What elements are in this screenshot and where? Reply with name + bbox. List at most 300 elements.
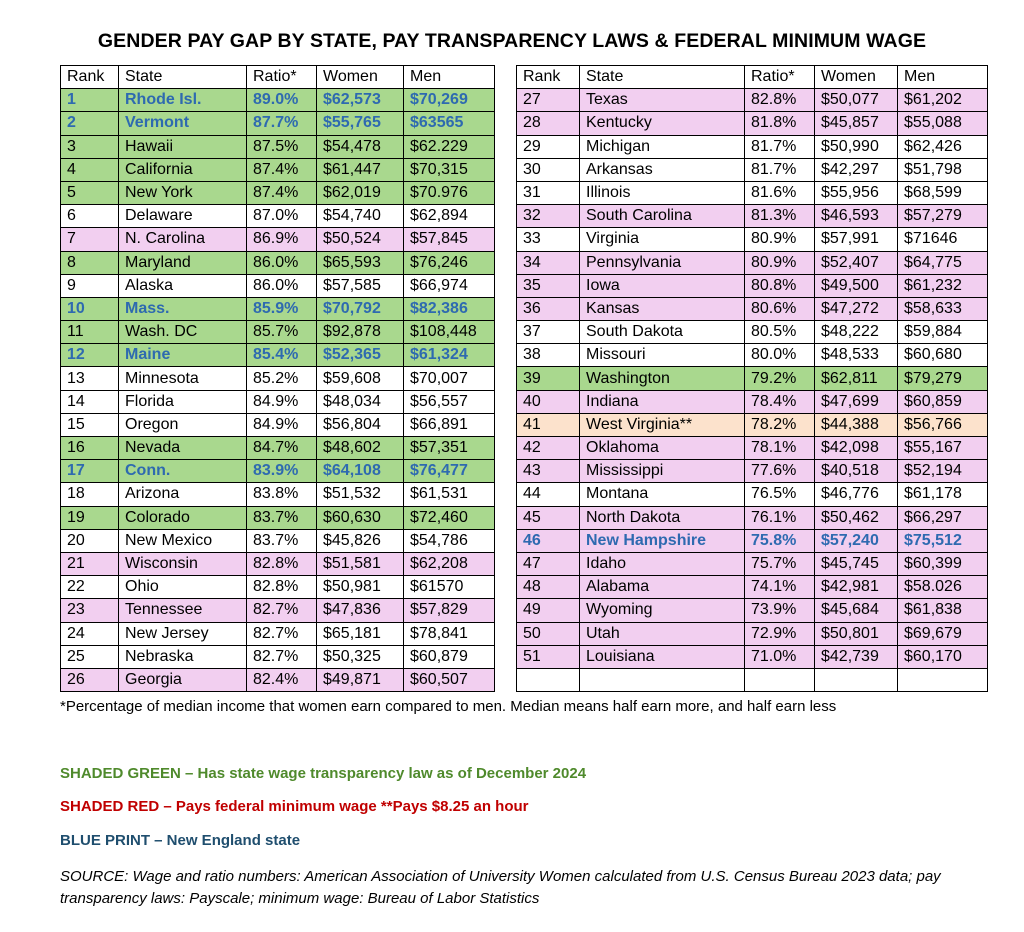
cell-women: $44,388 xyxy=(815,413,898,436)
cell-women: $55,956 xyxy=(815,181,898,204)
cell-ratio: 86.0% xyxy=(247,251,317,274)
cell-men: $56,557 xyxy=(404,390,495,413)
table-row xyxy=(61,529,495,552)
cell-men: $60,859 xyxy=(898,390,988,413)
cell-rank xyxy=(517,668,580,691)
right-table xyxy=(516,65,988,692)
cell-state: Maine xyxy=(119,344,247,367)
table-row xyxy=(61,89,495,112)
cell-state: South Dakota xyxy=(580,321,745,344)
cell-state: Florida xyxy=(119,390,247,413)
cell-state: Illinois xyxy=(580,181,745,204)
cell-men: $57,829 xyxy=(404,599,495,622)
cell-state xyxy=(580,668,745,691)
cell-state: Kansas xyxy=(580,297,745,320)
cell-rank: 32 xyxy=(517,205,580,228)
cell-state: Minnesota xyxy=(119,367,247,390)
cell-rank: 3 xyxy=(61,135,119,158)
table-row xyxy=(61,181,495,204)
cell-ratio: 80.9% xyxy=(745,251,815,274)
table-row xyxy=(517,529,988,552)
table-row xyxy=(517,135,988,158)
cell-rank: 25 xyxy=(61,645,119,668)
cell-state: Michigan xyxy=(580,135,745,158)
table-row xyxy=(517,390,988,413)
cell-women: $49,871 xyxy=(317,668,404,691)
cell-women: $45,857 xyxy=(815,112,898,135)
cell-state: Wyoming xyxy=(580,599,745,622)
cell-rank: 12 xyxy=(61,344,119,367)
cell-women: $55,765 xyxy=(317,112,404,135)
cell-women: $65,593 xyxy=(317,251,404,274)
cell-women: $40,518 xyxy=(815,460,898,483)
cell-ratio: 87.4% xyxy=(247,158,317,181)
cell-men: $62,426 xyxy=(898,135,988,158)
cell-rank: 8 xyxy=(61,251,119,274)
cell-ratio: 85.9% xyxy=(247,297,317,320)
cell-ratio: 80.8% xyxy=(745,274,815,297)
cell-men: $60,399 xyxy=(898,552,988,575)
table-row xyxy=(61,599,495,622)
cell-men: $69,679 xyxy=(898,622,988,645)
cell-state: Colorado xyxy=(119,506,247,529)
cell-men: $62,894 xyxy=(404,205,495,228)
cell-ratio: 83.9% xyxy=(247,460,317,483)
cell-ratio: 84.9% xyxy=(247,413,317,436)
table-row xyxy=(517,205,988,228)
table-row xyxy=(517,622,988,645)
cell-men: $82,386 xyxy=(404,297,495,320)
cell-ratio: 81.8% xyxy=(745,112,815,135)
cell-women: $48,533 xyxy=(815,344,898,367)
cell-state: Louisiana xyxy=(580,645,745,668)
cell-rank: 20 xyxy=(61,529,119,552)
cell-rank: 11 xyxy=(61,321,119,344)
cell-women xyxy=(815,668,898,691)
table-row xyxy=(61,668,495,691)
table-row xyxy=(61,251,495,274)
cell-ratio: 85.2% xyxy=(247,367,317,390)
cell-rank: 37 xyxy=(517,321,580,344)
cell-rank: 46 xyxy=(517,529,580,552)
cell-state: Texas xyxy=(580,89,745,112)
table-row xyxy=(517,251,988,274)
cell-men: $68,599 xyxy=(898,181,988,204)
cell-women: $46,593 xyxy=(815,205,898,228)
cell-ratio: 82.8% xyxy=(247,552,317,575)
cell-rank: 41 xyxy=(517,413,580,436)
cell-women: $62,573 xyxy=(317,89,404,112)
cell-ratio: 74.1% xyxy=(745,576,815,599)
header-row xyxy=(517,66,988,89)
cell-women: $50,077 xyxy=(815,89,898,112)
cell-ratio: 78.4% xyxy=(745,390,815,413)
cell-rank: 24 xyxy=(61,622,119,645)
header-state: State xyxy=(580,66,745,89)
cell-men: $79,279 xyxy=(898,367,988,390)
cell-women: $47,272 xyxy=(815,297,898,320)
cell-rank: 48 xyxy=(517,576,580,599)
cell-ratio: 85.4% xyxy=(247,344,317,367)
cell-rank: 50 xyxy=(517,622,580,645)
table-row xyxy=(517,506,988,529)
table-row xyxy=(61,390,495,413)
cell-rank: 18 xyxy=(61,483,119,506)
cell-state: Oregon xyxy=(119,413,247,436)
cell-rank: 7 xyxy=(61,228,119,251)
cell-women: $62,019 xyxy=(317,181,404,204)
table-row xyxy=(61,321,495,344)
cell-ratio xyxy=(745,668,815,691)
cell-ratio: 82.8% xyxy=(745,89,815,112)
cell-ratio: 86.9% xyxy=(247,228,317,251)
cell-women: $64,108 xyxy=(317,460,404,483)
table-row xyxy=(517,181,988,204)
cell-women: $48,602 xyxy=(317,437,404,460)
cell-men: $60,680 xyxy=(898,344,988,367)
header-women: Women xyxy=(815,66,898,89)
cell-ratio: 75.8% xyxy=(745,529,815,552)
cell-rank: 13 xyxy=(61,367,119,390)
cell-men: $59,884 xyxy=(898,321,988,344)
cell-rank: 22 xyxy=(61,576,119,599)
cell-men: $61,202 xyxy=(898,89,988,112)
table-row xyxy=(517,89,988,112)
cell-state: N. Carolina xyxy=(119,228,247,251)
cell-men: $76,246 xyxy=(404,251,495,274)
cell-men: $61,531 xyxy=(404,483,495,506)
cell-ratio: 79.2% xyxy=(745,367,815,390)
cell-men: $57,845 xyxy=(404,228,495,251)
cell-men: $76,477 xyxy=(404,460,495,483)
cell-women: $48,222 xyxy=(815,321,898,344)
cell-state: Wisconsin xyxy=(119,552,247,575)
cell-rank: 40 xyxy=(517,390,580,413)
cell-state: Alabama xyxy=(580,576,745,599)
table-row xyxy=(61,274,495,297)
cell-ratio: 80.0% xyxy=(745,344,815,367)
header-rank: Rank xyxy=(517,66,580,89)
table-row xyxy=(517,668,988,691)
cell-men: $58,633 xyxy=(898,297,988,320)
table-row xyxy=(61,506,495,529)
table-row xyxy=(517,274,988,297)
cell-women: $57,991 xyxy=(815,228,898,251)
cell-rank: 28 xyxy=(517,112,580,135)
cell-women: $50,524 xyxy=(317,228,404,251)
cell-men: $70,007 xyxy=(404,367,495,390)
cell-state: Mass. xyxy=(119,297,247,320)
cell-rank: 27 xyxy=(517,89,580,112)
cell-men: $64,775 xyxy=(898,251,988,274)
cell-state: New Hampshire xyxy=(580,529,745,552)
cell-rank: 51 xyxy=(517,645,580,668)
cell-women: $42,739 xyxy=(815,645,898,668)
cell-rank: 47 xyxy=(517,552,580,575)
cell-men: $57,279 xyxy=(898,205,988,228)
cell-ratio: 87.5% xyxy=(247,135,317,158)
cell-women: $50,981 xyxy=(317,576,404,599)
header-ratio: Ratio* xyxy=(247,66,317,89)
table-row xyxy=(517,645,988,668)
cell-women: $50,325 xyxy=(317,645,404,668)
table-row xyxy=(61,645,495,668)
cell-rank: 44 xyxy=(517,483,580,506)
table-row xyxy=(61,576,495,599)
cell-men: $70,269 xyxy=(404,89,495,112)
cell-men: $62,208 xyxy=(404,552,495,575)
cell-ratio: 82.7% xyxy=(247,645,317,668)
cell-ratio: 80.9% xyxy=(745,228,815,251)
cell-women: $65,181 xyxy=(317,622,404,645)
table-row xyxy=(61,460,495,483)
cell-women: $49,500 xyxy=(815,274,898,297)
cell-men: $60,879 xyxy=(404,645,495,668)
cell-men: $63565 xyxy=(404,112,495,135)
cell-women: $59,608 xyxy=(317,367,404,390)
cell-state: California xyxy=(119,158,247,181)
cell-women: $54,478 xyxy=(317,135,404,158)
cell-state: Mississippi xyxy=(580,460,745,483)
cell-ratio: 83.7% xyxy=(247,506,317,529)
header-women: Women xyxy=(317,66,404,89)
cell-ratio: 89.0% xyxy=(247,89,317,112)
cell-ratio: 84.9% xyxy=(247,390,317,413)
table-row xyxy=(517,112,988,135)
cell-ratio: 81.7% xyxy=(745,158,815,181)
cell-state: Rhode Isl. xyxy=(119,89,247,112)
table-row xyxy=(61,158,495,181)
footnote: *Percentage of median income that women earn compared to men. Median means half earn more, and half earn less xyxy=(60,698,837,715)
cell-women: $47,699 xyxy=(815,390,898,413)
cell-state: Conn. xyxy=(119,460,247,483)
cell-men: $61570 xyxy=(404,576,495,599)
table-row xyxy=(517,228,988,251)
cell-state: Vermont xyxy=(119,112,247,135)
cell-women: $50,801 xyxy=(815,622,898,645)
cell-state: Nebraska xyxy=(119,645,247,668)
cell-women: $45,745 xyxy=(815,552,898,575)
cell-men: $56,766 xyxy=(898,413,988,436)
cell-women: $50,990 xyxy=(815,135,898,158)
cell-ratio: 73.9% xyxy=(745,599,815,622)
cell-state: New York xyxy=(119,181,247,204)
cell-ratio: 72.9% xyxy=(745,622,815,645)
cell-state: Pennsylvania xyxy=(580,251,745,274)
cell-rank: 33 xyxy=(517,228,580,251)
cell-ratio: 84.7% xyxy=(247,437,317,460)
table-row xyxy=(61,112,495,135)
cell-women: $51,581 xyxy=(317,552,404,575)
table-row xyxy=(517,576,988,599)
cell-rank: 9 xyxy=(61,274,119,297)
cell-men: $58.026 xyxy=(898,576,988,599)
legend-green: SHADED GREEN – Has state wage transparency law as of December 2024 xyxy=(60,765,587,782)
cell-rank: 14 xyxy=(61,390,119,413)
cell-state: Indiana xyxy=(580,390,745,413)
table-row xyxy=(61,205,495,228)
cell-rank: 10 xyxy=(61,297,119,320)
cell-women: $57,585 xyxy=(317,274,404,297)
cell-ratio: 86.0% xyxy=(247,274,317,297)
cell-rank: 4 xyxy=(61,158,119,181)
table-row xyxy=(517,297,988,320)
cell-men xyxy=(898,668,988,691)
cell-ratio: 83.7% xyxy=(247,529,317,552)
cell-rank: 35 xyxy=(517,274,580,297)
cell-ratio: 75.7% xyxy=(745,552,815,575)
cell-rank: 21 xyxy=(61,552,119,575)
cell-women: $92,878 xyxy=(317,321,404,344)
table-row xyxy=(517,483,988,506)
cell-men: $62.229 xyxy=(404,135,495,158)
table-row xyxy=(61,135,495,158)
cell-state: Tennessee xyxy=(119,599,247,622)
table-row xyxy=(61,483,495,506)
cell-men: $75,512 xyxy=(898,529,988,552)
cell-women: $52,365 xyxy=(317,344,404,367)
table-row xyxy=(517,413,988,436)
cell-men: $66,297 xyxy=(898,506,988,529)
table-row xyxy=(517,321,988,344)
cell-women: $70,792 xyxy=(317,297,404,320)
cell-rank: 29 xyxy=(517,135,580,158)
cell-rank: 26 xyxy=(61,668,119,691)
cell-ratio: 80.6% xyxy=(745,297,815,320)
cell-men: $55,167 xyxy=(898,437,988,460)
cell-ratio: 81.6% xyxy=(745,181,815,204)
cell-women: $50,462 xyxy=(815,506,898,529)
table-row xyxy=(61,552,495,575)
cell-ratio: 85.7% xyxy=(247,321,317,344)
cell-state: Ohio xyxy=(119,576,247,599)
table-row xyxy=(517,437,988,460)
cell-state: New Mexico xyxy=(119,529,247,552)
cell-men: $108,448 xyxy=(404,321,495,344)
cell-ratio: 78.1% xyxy=(745,437,815,460)
cell-rank: 2 xyxy=(61,112,119,135)
cell-women: $45,826 xyxy=(317,529,404,552)
cell-rank: 19 xyxy=(61,506,119,529)
cell-state: Delaware xyxy=(119,205,247,228)
cell-state: Virginia xyxy=(580,228,745,251)
cell-rank: 15 xyxy=(61,413,119,436)
cell-rank: 34 xyxy=(517,251,580,274)
source-note: SOURCE: Wage and ratio numbers: American Association of University Women calculated from U.S. Census Bureau 2023 data; pay transparency laws: Payscale; minimum wage: Bureau of Labor Statistics xyxy=(60,868,941,907)
table-row xyxy=(517,367,988,390)
cell-rank: 5 xyxy=(61,181,119,204)
cell-state: Maryland xyxy=(119,251,247,274)
cell-rank: 36 xyxy=(517,297,580,320)
cell-rank: 43 xyxy=(517,460,580,483)
cell-men: $66,974 xyxy=(404,274,495,297)
table-row xyxy=(517,599,988,622)
cell-state: Georgia xyxy=(119,668,247,691)
cell-women: $61,447 xyxy=(317,158,404,181)
cell-state: Arizona xyxy=(119,483,247,506)
table-row xyxy=(61,413,495,436)
cell-men: $54,786 xyxy=(404,529,495,552)
cell-women: $62,811 xyxy=(815,367,898,390)
cell-men: $51,798 xyxy=(898,158,988,181)
cell-rank: 45 xyxy=(517,506,580,529)
cell-women: $54,740 xyxy=(317,205,404,228)
cell-state: Missouri xyxy=(580,344,745,367)
table-row xyxy=(61,297,495,320)
cell-rank: 23 xyxy=(61,599,119,622)
cell-ratio: 71.0% xyxy=(745,645,815,668)
header-state: State xyxy=(119,66,247,89)
cell-men: $52,194 xyxy=(898,460,988,483)
cell-men: $57,351 xyxy=(404,437,495,460)
cell-ratio: 76.1% xyxy=(745,506,815,529)
table-row xyxy=(517,158,988,181)
cell-men: $60,507 xyxy=(404,668,495,691)
cell-women: $42,297 xyxy=(815,158,898,181)
cell-state: Nevada xyxy=(119,437,247,460)
table-row xyxy=(61,437,495,460)
cell-rank: 17 xyxy=(61,460,119,483)
cell-state: Iowa xyxy=(580,274,745,297)
cell-ratio: 80.5% xyxy=(745,321,815,344)
header-row xyxy=(61,66,495,89)
header-rank: Rank xyxy=(61,66,119,89)
cell-state: Idaho xyxy=(580,552,745,575)
cell-men: $72,460 xyxy=(404,506,495,529)
cell-state: Oklahoma xyxy=(580,437,745,460)
cell-state: Washington xyxy=(580,367,745,390)
cell-men: $61,232 xyxy=(898,274,988,297)
cell-women: $42,098 xyxy=(815,437,898,460)
cell-women: $45,684 xyxy=(815,599,898,622)
cell-ratio: 82.7% xyxy=(247,599,317,622)
cell-rank: 39 xyxy=(517,367,580,390)
cell-women: $56,804 xyxy=(317,413,404,436)
cell-state: Wash. DC xyxy=(119,321,247,344)
cell-women: $42,981 xyxy=(815,576,898,599)
cell-state: North Dakota xyxy=(580,506,745,529)
legend-blue: BLUE PRINT – New England state xyxy=(60,832,301,849)
cell-state: Hawaii xyxy=(119,135,247,158)
cell-state: South Carolina xyxy=(580,205,745,228)
table-row xyxy=(61,344,495,367)
cell-women: $51,532 xyxy=(317,483,404,506)
table-row xyxy=(61,622,495,645)
cell-rank: 16 xyxy=(61,437,119,460)
cell-state: New Jersey xyxy=(119,622,247,645)
cell-women: $60,630 xyxy=(317,506,404,529)
cell-state: Alaska xyxy=(119,274,247,297)
cell-ratio: 81.7% xyxy=(745,135,815,158)
cell-ratio: 77.6% xyxy=(745,460,815,483)
cell-ratio: 87.7% xyxy=(247,112,317,135)
cell-ratio: 87.0% xyxy=(247,205,317,228)
cell-men: $70,315 xyxy=(404,158,495,181)
cell-ratio: 78.2% xyxy=(745,413,815,436)
cell-men: $61,838 xyxy=(898,599,988,622)
cell-men: $60,170 xyxy=(898,645,988,668)
cell-men: $61,324 xyxy=(404,344,495,367)
table-row xyxy=(517,344,988,367)
left-table xyxy=(60,65,495,692)
cell-women: $47,836 xyxy=(317,599,404,622)
cell-ratio: 76.5% xyxy=(745,483,815,506)
cell-women: $52,407 xyxy=(815,251,898,274)
cell-ratio: 81.3% xyxy=(745,205,815,228)
cell-men: $55,088 xyxy=(898,112,988,135)
header-men: Men xyxy=(404,66,495,89)
cell-men: $78,841 xyxy=(404,622,495,645)
